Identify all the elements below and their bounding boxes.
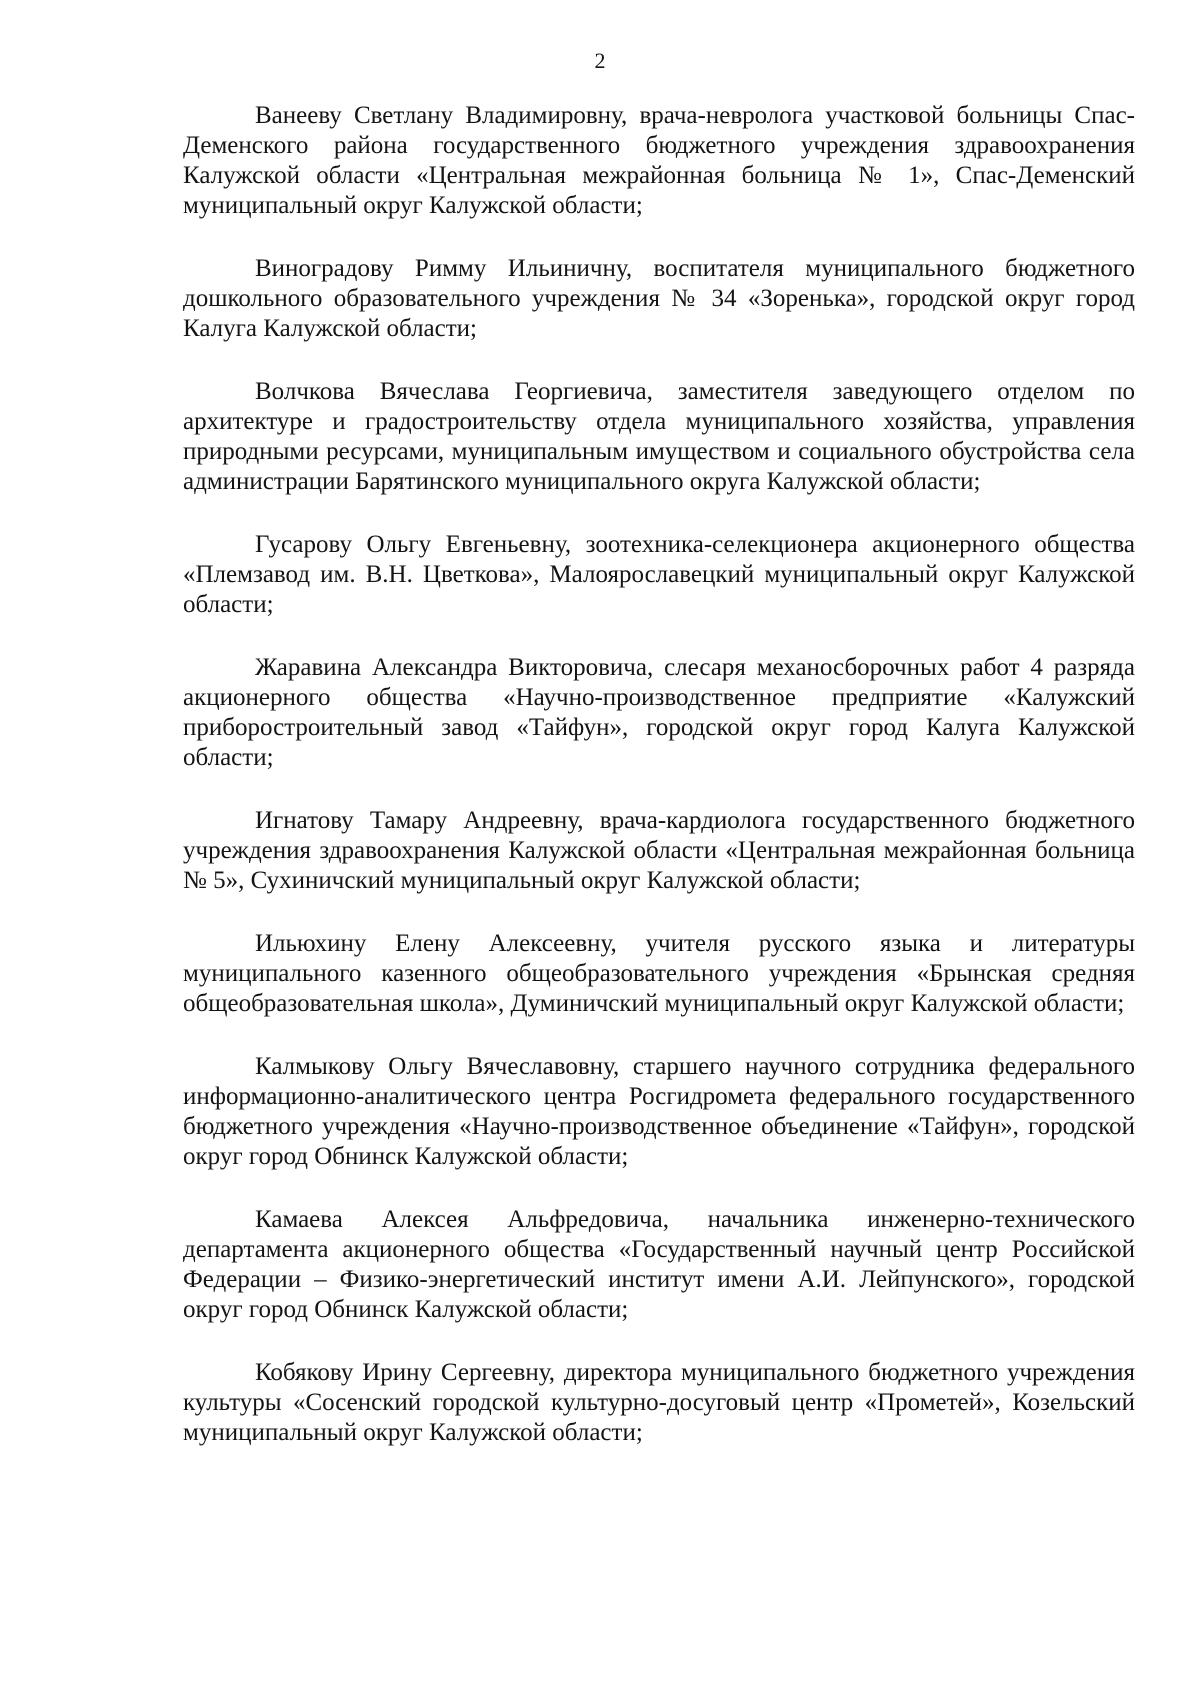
award-entry: Виноградову Римму Ильиничну, воспитателя муниципального бюджетного дошкольного образовательного учреждения № 34 «Зоренька», городской округ город Калуга Калужской области;	[183, 255, 1135, 342]
award-entry: Игнатову Тамару Андреевну, врача-кардиолога государственного бюджетного учреждения здравоохранения Калужской области «Центральная межрайонная больница № 5», Сухиничский муниципальный округ Калужской области;	[183, 807, 1135, 894]
award-entry: Ванееву Светлану Владимировну, врача-невролога участковой больницы Спас-Деменского района государственного бюджетного учреждения здравоохранения Калужской области «Центральная межрайонная больница № 1», Спас-Деменский муниципальный округ Калужской области;	[183, 102, 1135, 219]
award-entry: Жаравина Александра Викторовича, слесаря механосборочных работ 4 разряда акционерного общества «Научно-производственное предприятие «Калужский приборостроительный завод «Тайфун», городской округ город Калуга Калужской области;	[183, 654, 1135, 771]
award-entry: Волчкова Вячеслава Георгиевича, заместителя заведующего отделом по архитектуре и градостроительству отдела муниципального хозяйства, управления природными ресурсами, муниципальным имуществом и социального обустройства села администрации Барятинского муниципального округа Калужской области;	[183, 378, 1135, 495]
award-entry: Калмыкову Ольгу Вячеславовну, старшего научного сотрудника федерального информационно-аналитического центра Росгидромета федерального государственного бюджетного учреждения «Научно-производственное объединение «Тайфун», городской округ город Обнинск Калужской области;	[183, 1053, 1135, 1170]
award-entry: Камаева Алексея Альфредовича, начальника инженерно-технического департамента акционерного общества «Государственный научный центр Российской Федерации – Физико-энергетический институт имени А.И. Лейпунского», городской округ город Обнинск Калужской области;	[183, 1206, 1135, 1323]
award-entry: Кобякову Ирину Сергеевну, директора муниципального бюджетного учреждения культуры «Сосенский городской культурно-досуговый центр «Прометей», Козельский муниципальный округ Калужской области;	[183, 1359, 1135, 1446]
award-entry: Ильюхину Елену Алексеевну, учителя русского языка и литературы муниципального казенного общеобразовательного учреждения «Брынская средняя общеобразовательная школа», Думиничский муниципальный округ Калужской области;	[183, 930, 1135, 1017]
document-body	[183, 101, 1135, 1448]
page-number: 2	[594, 48, 606, 73]
award-entry: Гусарову Ольгу Евгеньевну, зоотехника-селекционера акционерного общества «Племзавод им. В.Н. Цветкова», Малоярославецкий муниципальный округ Калужской области;	[183, 531, 1135, 618]
